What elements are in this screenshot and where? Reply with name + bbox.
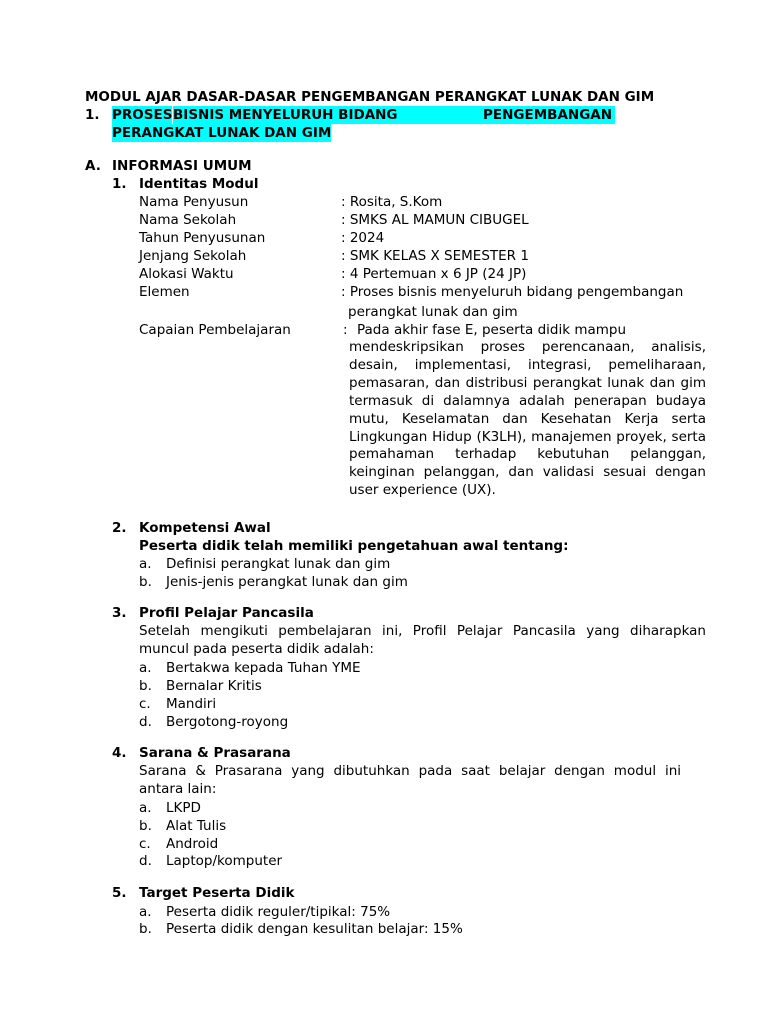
- identity-value: : Proses bisnis menyeluruh bidang pengembangan: [341, 284, 684, 300]
- subsection-title: Target Peserta Didik: [139, 885, 295, 901]
- list-item: LKPD: [166, 800, 201, 816]
- list-marker: b.: [139, 574, 152, 590]
- subsection-number: 5.: [112, 885, 127, 901]
- list-item: Laptop/komputer: [166, 853, 283, 869]
- subsection-number: 1.: [112, 176, 127, 192]
- list-item: Definisi perangkat lunak dan gim: [166, 556, 391, 572]
- identity-value: : SMKS AL MAMUN CIBUGEL: [341, 212, 529, 228]
- chapter-title-part: BISNIS MENYELURUH BIDANG: [173, 107, 398, 123]
- list-item: Bernalar Kritis: [166, 678, 262, 694]
- identity-value: : 4 Pertemuan x 6 JP (24 JP): [341, 266, 527, 282]
- identity-label: Elemen: [139, 284, 190, 300]
- identity-label: Nama Penyusun: [139, 194, 249, 210]
- identity-label: Tahun Penyusunan: [139, 230, 266, 246]
- identity-label: Nama Sekolah: [139, 212, 237, 228]
- subsection-subtitle: Peserta didik telah memiliki pengetahuan awal tentang:: [139, 538, 569, 554]
- list-item: Peserta didik dengan kesulitan belajar: 15%: [166, 921, 463, 937]
- chapter-number: 1.: [85, 107, 100, 123]
- capaian-first-line: Pada akhir fase E, peserta didik mampu: [357, 322, 627, 338]
- identity-label: Capaian Pembelajaran: [139, 322, 291, 338]
- capaian-paragraph: mendeskripsikan proses perencanaan, analisis, desain, implementasi, integrasi, pemeliharaan, pemasaran, dan distribusi perangkat lunak dan gim termasuk di dalamnya adalah penerapan budaya mutu, Keselamatan dan Kesehatan Kerja serta Lingkungan Hidup (K3LH), manajemen proyek, serta pemahaman terhadap kebutuhan pelanggan, keinginan pelanggan, dan validasi sesuai dengan user experience (UX).: [349, 339, 706, 499]
- list-marker: a.: [139, 800, 152, 816]
- subsection-title: Profil Pelajar Pancasila: [139, 605, 314, 621]
- subsection-title: Identitas Modul: [139, 176, 259, 192]
- list-marker: d.: [139, 853, 152, 869]
- chapter-title-line2: PERANGKAT LUNAK DAN GIM: [112, 125, 332, 141]
- identity-label: Jenjang Sekolah: [139, 248, 247, 264]
- subsection-number: 3.: [112, 605, 127, 621]
- list-item: Alat Tulis: [166, 818, 227, 834]
- list-marker: b.: [139, 818, 152, 834]
- list-marker: a.: [139, 556, 152, 572]
- chapter-title-part: PENGEMBANGAN: [483, 107, 613, 123]
- list-item: Bertakwa kepada Tuhan YME: [166, 660, 361, 676]
- list-marker: b.: [139, 678, 152, 694]
- document-title: MODUL AJAR DASAR-DASAR PENGEMBANGAN PERANGKAT LUNAK DAN GIM: [85, 89, 655, 105]
- list-marker: c.: [139, 836, 151, 852]
- subsection-number: 4.: [112, 745, 127, 761]
- chapter-title-line1: [173, 106, 615, 124]
- identity-value: : SMK KELAS X SEMESTER 1: [341, 248, 529, 264]
- list-marker: d.: [139, 714, 152, 730]
- subsection-title: Sarana & Prasarana: [139, 745, 291, 761]
- list-item: Android: [166, 836, 219, 852]
- list-item: Jenis-jenis perangkat lunak dan gim: [166, 574, 408, 590]
- list-item: Bergotong-royong: [166, 714, 289, 730]
- list-marker: c.: [139, 696, 151, 712]
- list-item: Mandiri: [166, 696, 217, 712]
- subsection-number: 2.: [112, 520, 127, 536]
- identity-value-cont: perangkat lunak dan gim: [348, 304, 518, 320]
- list-marker: b.: [139, 921, 152, 937]
- section-letter: A.: [85, 158, 101, 174]
- section-title: INFORMASI UMUM: [112, 158, 252, 174]
- list-item: Peserta didik reguler/tipikal: 75%: [166, 904, 391, 920]
- identity-value: : Rosita, S.Kom: [341, 194, 443, 210]
- subsection-intro: Sarana & Prasarana yang dibutuhkan pada saat belajar dengan modul ini antara lain:: [139, 763, 681, 797]
- identity-colon: :: [343, 322, 348, 338]
- subsection-title: Kompetensi Awal: [139, 520, 271, 536]
- chapter-title-word: PROSES: [112, 107, 173, 123]
- subsection-intro: Setelah mengikuti pembelajaran ini, Profil Pelajar Pancasila yang diharapkan muncul pada peserta didik adalah:: [139, 623, 706, 657]
- list-marker: a.: [139, 904, 152, 920]
- identity-value: : 2024: [341, 230, 385, 246]
- identity-label: Alokasi Waktu: [139, 266, 234, 282]
- list-marker: a.: [139, 660, 152, 676]
